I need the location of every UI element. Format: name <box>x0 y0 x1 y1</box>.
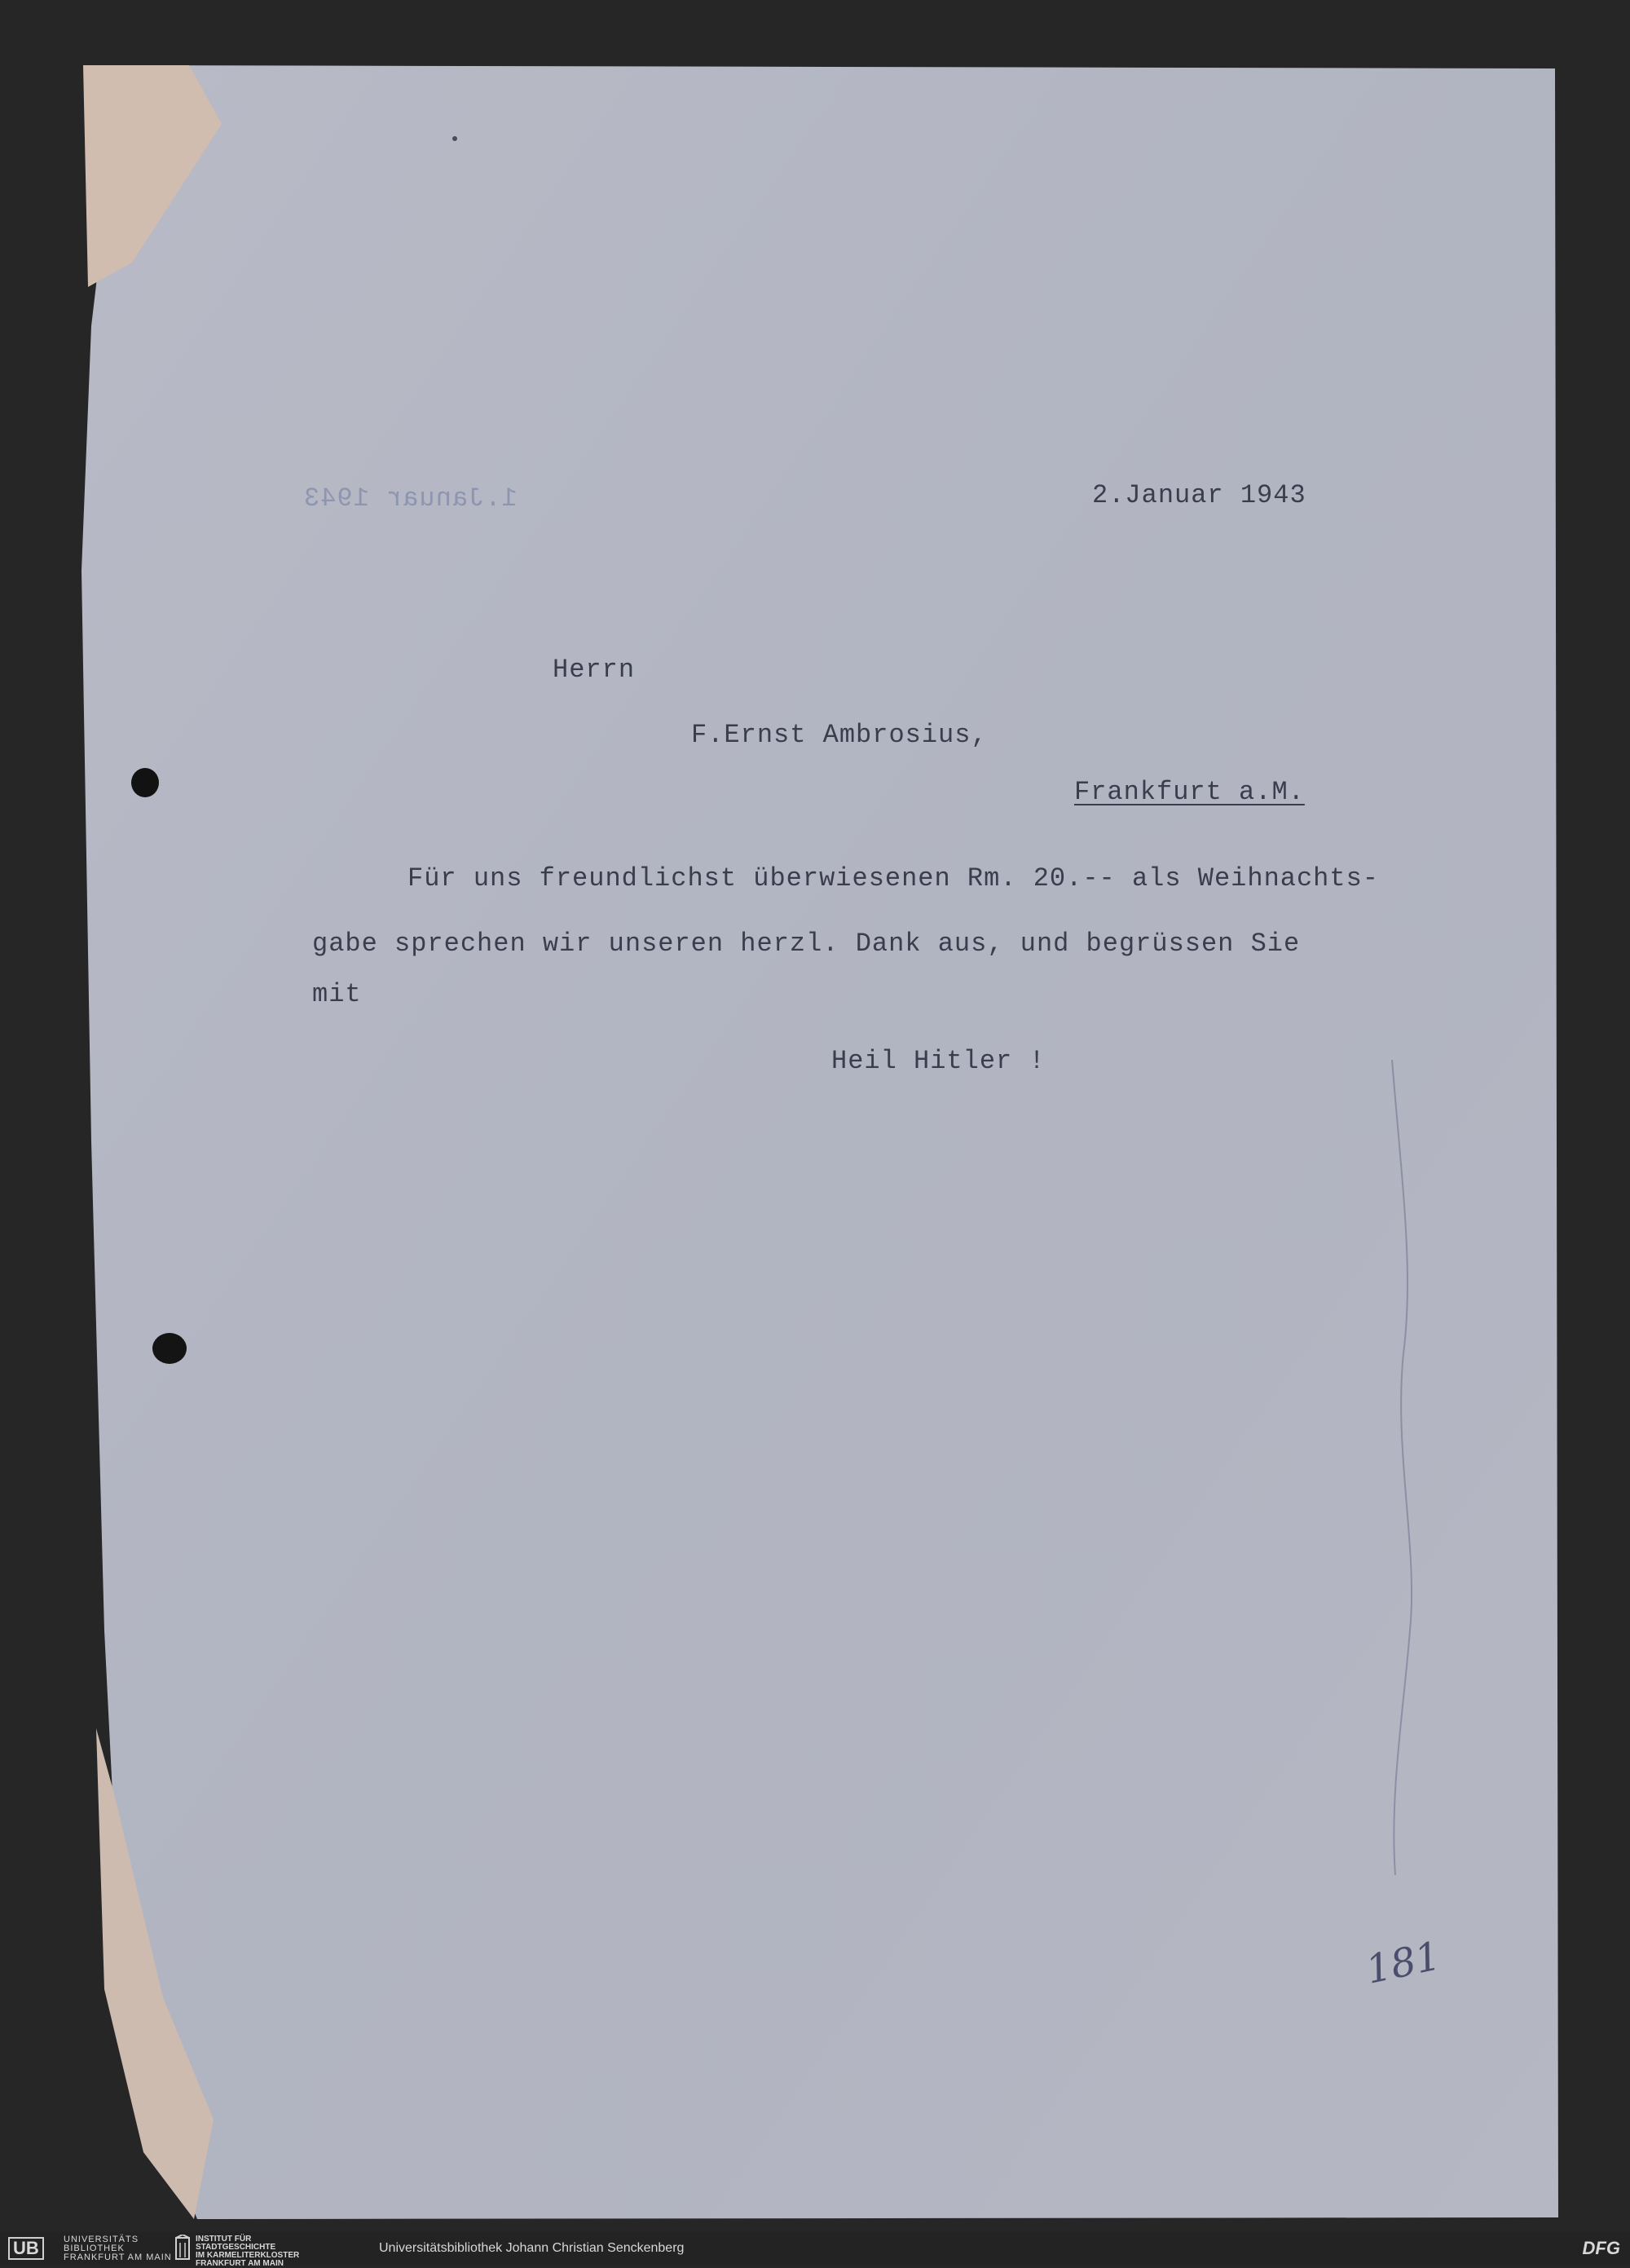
letter-body-line-3: mit <box>312 979 362 1009</box>
letter-body-line-2: gabe sprechen wir unseren herzl. Dank aus, und begrüssen Sie <box>312 929 1301 959</box>
ub-name-line: FRANKFURT AM MAIN <box>64 2253 172 2262</box>
library-name[interactable]: Universitätsbibliothek Johann Christian Senckenberg <box>379 2241 685 2255</box>
dfg-logo[interactable]: DFG <box>1582 2238 1620 2258</box>
letter-recipient: F.Ernst Ambrosius, <box>691 720 988 750</box>
letter-body-line-1: Für uns freundlichst überwiesenen Rm. 20.-- als Weihnachts- <box>408 863 1379 894</box>
folio-number: 181 <box>1362 1933 1445 1993</box>
ub-name-line: BIBLIOTHEK <box>64 2244 125 2253</box>
letter-city: Frankfurt a.M. <box>1074 777 1305 807</box>
institute-name <box>196 2235 299 2268</box>
bleed-through-date: 1.Januar 1943 <box>303 483 518 514</box>
institute-name-line: IM KARMELITERKLOSTER <box>196 2251 300 2260</box>
letter-salutation: Herrn <box>553 655 636 685</box>
binding-hole-lower <box>152 1333 187 1364</box>
footer-bar <box>0 2232 1630 2268</box>
institute-name-line: STADTGESCHICHTE <box>196 2243 276 2252</box>
institute-logo-icon <box>174 2235 191 2261</box>
institute-name-line: INSTITUT FÜR <box>196 2235 252 2244</box>
paper-speck <box>452 136 457 141</box>
paper-sheet <box>82 65 1558 2219</box>
binding-hole-upper <box>131 768 159 797</box>
letter-closing: Heil Hitler ! <box>831 1046 1046 1076</box>
ub-name-line: UNIVERSITÄTS <box>64 2235 139 2244</box>
letter-date: 2.Januar 1943 <box>1092 480 1306 510</box>
ub-logo[interactable]: UB <box>8 2237 44 2260</box>
institute-name-line: FRANKFURT AM MAIN <box>196 2259 284 2268</box>
ub-name <box>64 2235 172 2262</box>
